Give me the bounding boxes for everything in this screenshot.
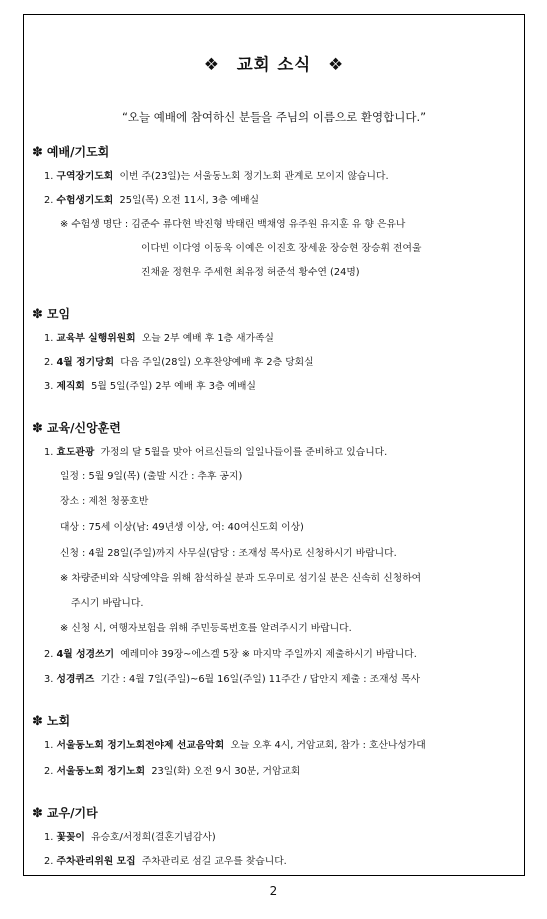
item-text: 유승호/서정희(결혼기념감사) (91, 832, 216, 843)
item-label: 서울동노회 정기노회전야제 선교음악회 (56, 740, 225, 751)
item-text: 가정의 달 5월을 맞아 어르신들의 일일나들이를 준비하고 있습니다. (100, 447, 388, 458)
section-title: 노회 (46, 714, 71, 728)
page-number: 2 (269, 884, 278, 898)
item-label: 성경퀴즈 (56, 674, 95, 685)
star-bullet-icon: ✽ (32, 421, 43, 436)
item-number: 3. (44, 674, 54, 685)
list-item (44, 356, 314, 370)
item-text: 25일(목) 오전 11시, 3층 예배실 (119, 195, 260, 206)
item-number: 2. (44, 649, 54, 660)
list-item (44, 648, 417, 662)
item-label: 구역장기도회 (56, 171, 114, 182)
trip-apply: 신청 : 4월 28일(주일)까지 사무실(담당 : 조재성 목사)로 신청하시기 바랍니다. (60, 548, 397, 559)
trip-note: 주시기 바랍니다. (71, 598, 144, 609)
candidate-list-line: 진채윤 정현우 주세현 최유정 허준석 황수연 (24명) (141, 267, 360, 278)
item-label: 제직회 (56, 381, 85, 392)
section-title: 교육/신앙훈련 (46, 421, 121, 435)
item-label: 주차관리위원 모집 (56, 856, 136, 867)
item-number: 2. (44, 856, 54, 867)
list-item (44, 739, 426, 753)
list-item (44, 332, 274, 346)
star-bullet-icon: ✽ (32, 307, 43, 322)
item-label: 4월 정기당회 (56, 357, 115, 368)
item-text: 이번 주(23일)는 서울동노회 정기노회 관계로 모이지 않습니다. (119, 171, 389, 182)
trip-place: 장소 : 제천 청풍호반 (60, 496, 149, 507)
item-text: 다음 주일(28일) 오후찬양예배 후 2층 당회실 (120, 357, 314, 368)
item-label: 4월 성경쓰기 (56, 649, 115, 660)
item-number: 2. (44, 195, 54, 206)
item-number: 3. (44, 381, 54, 392)
section-heading-presbytery (32, 712, 70, 729)
item-number: 1. (44, 447, 54, 458)
welcome-quote: “오늘 예배에 참여하신 분들을 주님의 이름으로 환영합니다.” (121, 110, 427, 124)
list-item (44, 170, 389, 184)
list-item (44, 765, 300, 779)
section-heading-education (32, 419, 121, 436)
section-heading-fellowship (32, 804, 98, 821)
star-bullet-icon: ✽ (32, 145, 43, 160)
section-title: 교우/기타 (46, 806, 98, 820)
section-heading-worship (32, 143, 109, 160)
list-item (44, 673, 420, 687)
item-label: 교육부 실행위원회 (56, 333, 136, 344)
item-number: 1. (44, 171, 54, 182)
item-number: 2. (44, 357, 54, 368)
bulletin-frame (23, 14, 525, 876)
list-item (44, 194, 259, 208)
section-title: 예배/기도회 (46, 145, 110, 159)
item-label: 수험생기도회 (56, 195, 114, 206)
item-text: 23일(화) 오전 9시 30분, 거암교회 (151, 766, 301, 777)
item-text: 5월 5일(주일) 2부 예배 후 3층 예배실 (91, 381, 256, 392)
item-text: 기간 : 4월 7일(주일)~6월 16일(주일) 11주간 / 답안지 제출 : 조재성 목사 (100, 674, 421, 685)
item-text: 예레미야 39장~에스겔 5장 ※ 마지막 주일까지 제출하시기 바랍니다. (120, 649, 417, 660)
item-number: 1. (44, 740, 54, 751)
star-bullet-icon: ✽ (32, 714, 43, 729)
item-label: 서울동노회 정기노회 (56, 766, 146, 777)
list-item (44, 831, 216, 845)
item-text: 주차관리로 섬길 교우를 찾습니다. (141, 856, 287, 867)
section-heading-meeting (32, 305, 70, 322)
star-bullet-icon: ✽ (32, 806, 43, 821)
trip-note: ※ 차량준비와 식당예약을 위해 참석하실 분과 도우미로 섬기실 분은 신속히 신청하여 (60, 573, 422, 584)
item-number: 1. (44, 333, 54, 344)
list-item (44, 380, 256, 394)
ornament-icon: ❖ (328, 55, 345, 75)
candidate-list-line: 이다빈 이다영 이동욱 이예은 이진호 장세윤 장승현 장승휘 전여울 (141, 243, 422, 254)
section-title: 모임 (46, 307, 71, 321)
item-label: 효도관광 (56, 447, 95, 458)
item-text: 오늘 2부 예배 후 1층 새가족실 (141, 333, 274, 344)
list-item (44, 855, 287, 869)
candidate-list-line: ※ 수험생 명단 : 김준수 류다현 박진형 박태린 백채영 유주원 유지훈 유 향 은유나 (60, 219, 406, 230)
page-title (24, 51, 524, 75)
ornament-icon: ❖ (203, 55, 220, 75)
item-label: 꽃꽂이 (56, 832, 85, 843)
item-text: 오늘 오후 4시, 거암교회, 참가 : 호산나성가대 (230, 740, 426, 751)
item-number: 1. (44, 832, 54, 843)
trip-target: 대상 : 75세 이상(남: 49년생 이상, 여: 40여신도회 이상) (60, 522, 304, 533)
item-number: 2. (44, 766, 54, 777)
trip-schedule: 일정 : 5월 9일(목) (출발 시간 : 추후 공지) (60, 471, 243, 482)
list-item (44, 446, 387, 460)
title-text: 교회 소식 (236, 55, 312, 74)
trip-note: ※ 신청 시, 여행자보험을 위해 주민등록번호를 알려주시기 바랍니다. (60, 623, 352, 634)
